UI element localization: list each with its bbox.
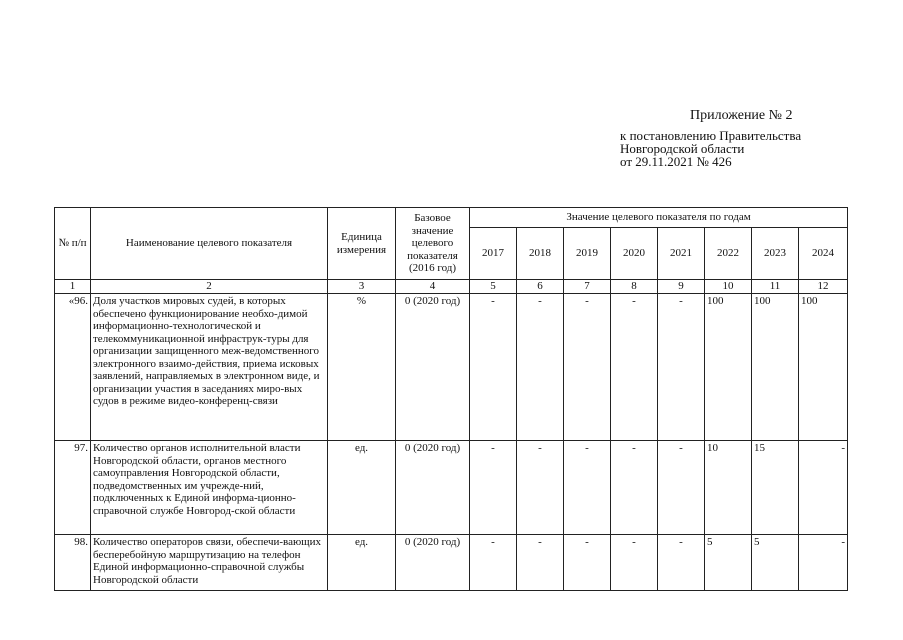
year-value: 15	[752, 441, 799, 535]
decree-line: к постановлению Правительства	[620, 128, 802, 143]
header-year: 2021	[658, 228, 705, 280]
year-value: -	[470, 441, 517, 535]
year-value: -	[658, 441, 705, 535]
year-value: -	[470, 294, 517, 441]
header-year: 2019	[564, 228, 611, 280]
table-row	[55, 294, 848, 441]
indicator-name: Доля участков мировых судей, в которых обеспечено функционирование необхо-димой информационно-технологической и телекоммуникационной инфраструк-туры для организации защищенного меж-ведомственного электронного взаимо-действия, приема исковых заявлений, направляемых в электронном виде, и организации участия в заседаниях миро-вых судов в режиме видео-конференц-связи	[91, 294, 328, 441]
header-base-value: Базовое значение целевого показателя (2016 год)	[396, 208, 470, 280]
year-value: -	[470, 535, 517, 591]
row-number: 97.	[55, 441, 91, 535]
column-number: 5	[470, 280, 517, 294]
year-value: 100	[752, 294, 799, 441]
column-number: 6	[517, 280, 564, 294]
indicator-name: Количество органов исполнительной власти Новгородской области, органов местного самоуправления Новгородской области, подведомственных им учрежде-ний, подключенных к Единой информа-ционно-справочной службе Новгород-ской области	[91, 441, 328, 535]
header-year: 2022	[705, 228, 752, 280]
year-value: 100	[705, 294, 752, 441]
indicator-name: Количество операторов связи, обеспечи-вающих бесперебойную маршрутизацию на телефон Единой информационно-справочной службы Новгородской области	[91, 535, 328, 591]
base-value: 0 (2020 год)	[396, 535, 470, 591]
appendix-title: Приложение № 2	[690, 108, 793, 123]
year-value: -	[517, 441, 564, 535]
column-number: 9	[658, 280, 705, 294]
table-row	[55, 535, 848, 591]
header-unit: Единица измерения	[328, 208, 396, 280]
column-number: 4	[396, 280, 470, 294]
base-value: 0 (2020 год)	[396, 294, 470, 441]
year-value: -	[611, 441, 658, 535]
column-number: 11	[752, 280, 799, 294]
column-number: 2	[91, 280, 328, 294]
year-value: -	[611, 294, 658, 441]
column-number: 8	[611, 280, 658, 294]
year-value: -	[658, 294, 705, 441]
year-value: 5	[705, 535, 752, 591]
header-year: 2023	[752, 228, 799, 280]
year-value: -	[564, 535, 611, 591]
year-value: -	[564, 294, 611, 441]
header-years-group: Значение целевого показателя по годам	[470, 208, 848, 228]
year-value: 10	[705, 441, 752, 535]
header-indicator-name: Наименование целевого показателя	[91, 208, 328, 280]
column-number: 7	[564, 280, 611, 294]
year-value: -	[517, 294, 564, 441]
column-number: 3	[328, 280, 396, 294]
year-value: -	[611, 535, 658, 591]
column-number: 10	[705, 280, 752, 294]
year-value: 100	[799, 294, 848, 441]
header-number: № п/п	[55, 208, 91, 280]
year-value: -	[799, 441, 848, 535]
year-value: -	[658, 535, 705, 591]
indicators-table	[54, 207, 848, 591]
unit: ед.	[328, 535, 396, 591]
header-year: 2020	[611, 228, 658, 280]
decree-line: Новгородской области	[620, 141, 745, 156]
year-value: -	[517, 535, 564, 591]
header-year: 2017	[470, 228, 517, 280]
year-value: 5	[752, 535, 799, 591]
column-number-row	[55, 280, 848, 294]
unit: ед.	[328, 441, 396, 535]
column-number: 12	[799, 280, 848, 294]
row-number: «96.	[55, 294, 91, 441]
decree-reference	[620, 129, 801, 168]
header-year: 2024	[799, 228, 848, 280]
unit: %	[328, 294, 396, 441]
column-number: 1	[55, 280, 91, 294]
table-row	[55, 441, 848, 535]
year-value: -	[799, 535, 848, 591]
row-number: 98.	[55, 535, 91, 591]
base-value: 0 (2020 год)	[396, 441, 470, 535]
year-value: -	[564, 441, 611, 535]
header-year: 2018	[517, 228, 564, 280]
decree-line: от 29.11.2021 № 426	[620, 154, 732, 169]
